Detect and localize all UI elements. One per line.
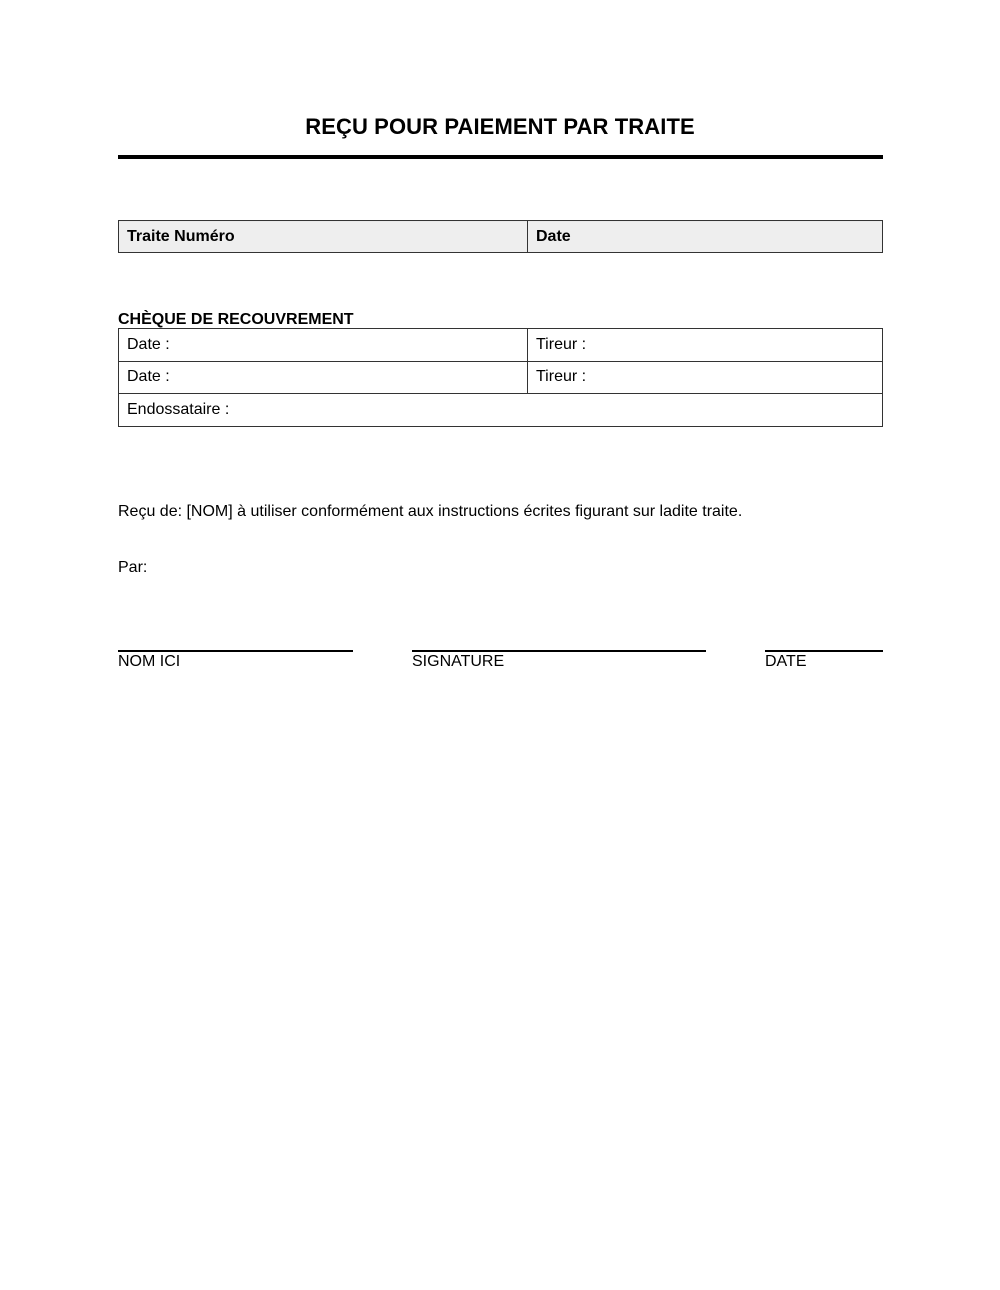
receipt-statement: Reçu de: [NOM] à utiliser conformément aux instructions écrites figurant sur ladite traite. <box>118 503 743 520</box>
endorsee-field[interactable]: Endossataire : <box>119 394 883 427</box>
document-title: REÇU POUR PAIEMENT PAR TRAITE <box>305 114 695 139</box>
signature-label: SIGNATURE <box>412 653 505 670</box>
cheque-date-field-1[interactable]: Date : <box>119 329 528 362</box>
date-signature-line[interactable] <box>765 650 883 652</box>
draft-number-header[interactable]: Traite Numéro <box>119 221 528 253</box>
table-row <box>119 394 883 427</box>
name-label: NOM ICI <box>118 653 181 670</box>
cheque-drawer-field-1[interactable]: Tireur : <box>528 329 883 362</box>
cheque-drawer-field-2[interactable]: Tireur : <box>528 361 883 394</box>
date-label: DATE <box>765 653 807 670</box>
draft-header-table <box>118 220 883 253</box>
table-row <box>119 329 883 362</box>
collection-cheque-table <box>118 328 883 427</box>
signature-line[interactable] <box>412 650 706 652</box>
title-divider <box>118 155 883 159</box>
draft-date-header[interactable]: Date <box>528 221 883 253</box>
table-row <box>119 221 883 253</box>
cheque-date-field-2[interactable]: Date : <box>119 361 528 394</box>
name-signature-line[interactable] <box>118 650 353 652</box>
table-row <box>119 361 883 394</box>
by-label: Par: <box>118 559 148 576</box>
collection-cheque-heading: CHÈQUE DE RECOUVREMENT <box>118 311 354 328</box>
